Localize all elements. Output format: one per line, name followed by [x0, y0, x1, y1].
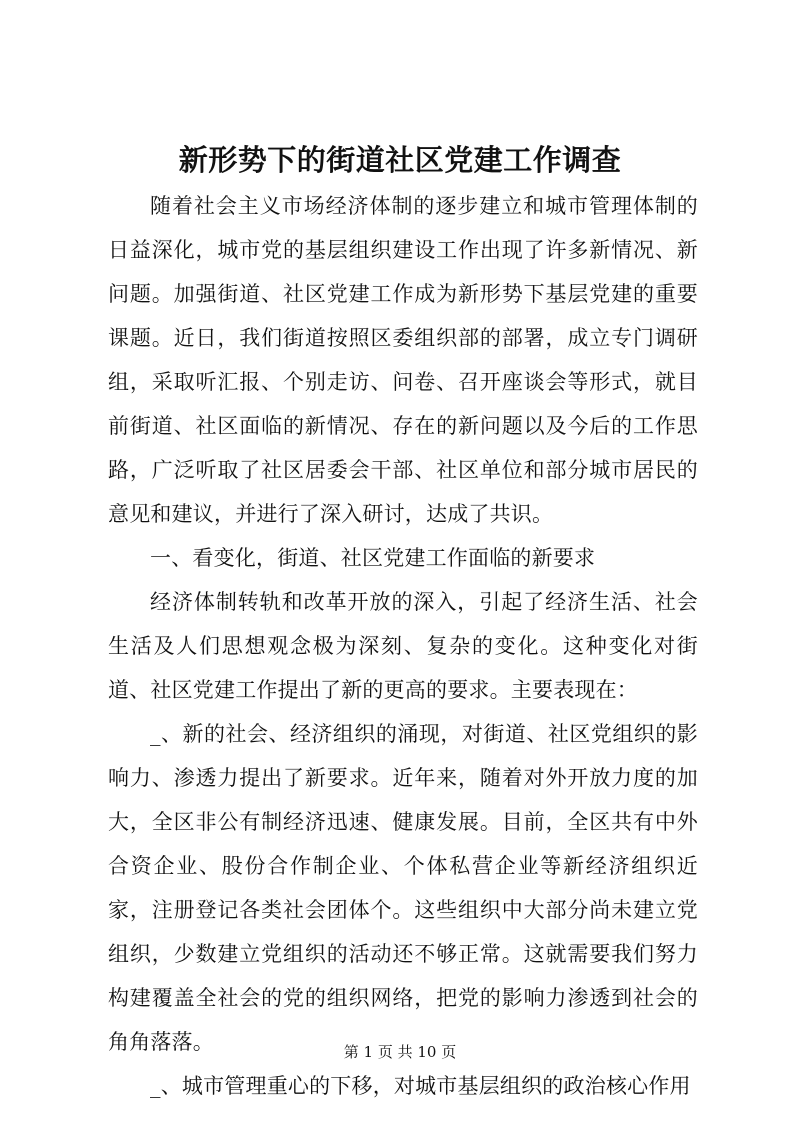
paragraph-point-1: _、新的社会、经济组织的涌现，对街道、社区党组织的影响力、渗透力提出了新要求。近年来，随着对外开放力度的加大，全区非公有制经济迅速、健康发展。目前，全区共有中外合资企业、股份合作制企业、个体私营企业等新经济组织近家，注册登记各类社会团体个。这些组织中大部分尚未建立党组织，少数建立党组织的活动还不够正常。这就需要我们努力构建覆盖全社会的党的组织网络，把党的影响力渗透到社会的角角落落。	[108, 722, 698, 1054]
document-body	[108, 184, 698, 1108]
page-footer: 第 1 页 共 10 页	[343, 1043, 457, 1061]
paragraph-point-2: _、城市管理重心的下移，对城市基层组织的政治核心作用	[150, 1074, 691, 1098]
paragraph-section-1-intro: 经济体制转轨和改革开放的深入，引起了经济生活、社会生活及人们思想观念极为深刻、复杂的变化。这种变化对街道、社区党建工作提出了新的更高的要求。主要表现在：	[108, 590, 698, 702]
paragraph-intro: 随着社会主义市场经济体制的逐步建立和城市管理体制的日益深化，城市党的基层组织建设工作出现了许多新情况、新问题。加强街道、社区党建工作成为新形势下基层党建的重要课题。近日，我们街道按照区委组织部的部署，成立专门调研组，采取听汇报、个别走访、问卷、召开座谈会等形式，就目前街道、社区面临的新情况、存在的新问题以及今后的工作思路，广泛听取了社区居委会干部、社区单位和部分城市居民的意见和建议，并进行了深入研讨，达成了共识。	[108, 194, 698, 526]
document-title: 新形势下的街道社区党建工作调查	[178, 143, 622, 177]
section-heading-1: 一、看变化，街道、社区党建工作面临的新要求	[150, 546, 596, 570]
